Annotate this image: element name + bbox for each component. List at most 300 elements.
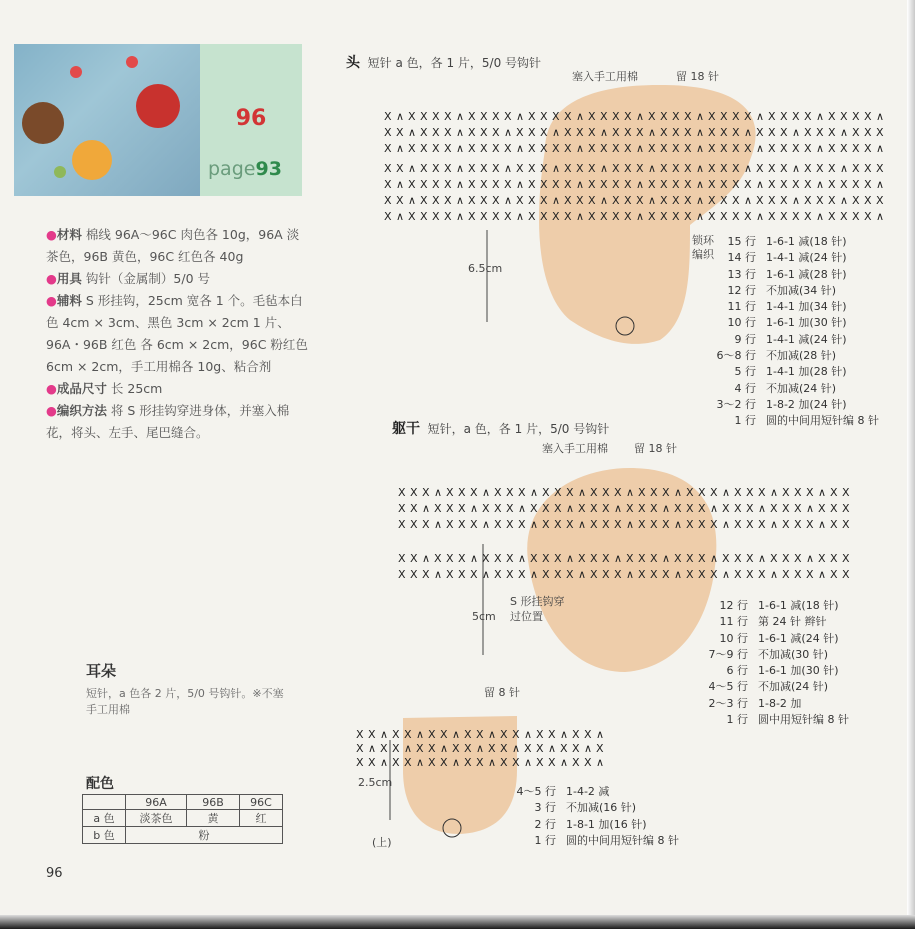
spec-item: ●成品尺寸 长 25cm (46, 381, 163, 396)
stitch-symbol: X (600, 142, 608, 155)
legend-row: 1 行 圆的中间用短针编 8 针 (734, 414, 879, 428)
stitch-symbol: ∧ (504, 162, 513, 175)
stitch-symbol: X (624, 178, 632, 191)
stitch-symbol: X (806, 518, 814, 531)
legend-row: 6～8 行 不加减(28 针) (716, 349, 837, 363)
stitch-symbol: X (518, 518, 526, 531)
stitch-symbol: X (794, 486, 802, 499)
stitch-symbol: X (554, 552, 562, 565)
stitch-symbol: X (542, 568, 550, 581)
stitch-symbol: ∧ (614, 502, 623, 515)
stitch-symbol: ∧ (452, 728, 461, 741)
stitch-symbol: X (648, 110, 656, 123)
stitch-symbol: ∧ (530, 518, 539, 531)
stitch-symbol: X (468, 178, 476, 191)
stitch-symbol: X (624, 126, 632, 139)
stitch-symbol: X (782, 552, 790, 565)
stitch-symbol: X (782, 502, 790, 515)
stitch-symbol: X (684, 162, 692, 175)
stitch-symbol: X (368, 756, 376, 769)
head-title-block: 头 短针 a 色，各 1 片，5/0 号钩针 (346, 55, 542, 71)
stitch-symbol: ∧ (840, 194, 849, 207)
stitch-symbol: ∧ (516, 210, 525, 223)
stitch-symbol: X (600, 110, 608, 123)
stitch-symbol: ∧ (396, 110, 405, 123)
stitch-symbol: ∧ (404, 742, 413, 755)
stitch-symbol: X (492, 162, 500, 175)
stitch-symbol: X (756, 194, 764, 207)
stitch-symbol: X (356, 742, 364, 755)
stitch-symbol: X (780, 126, 788, 139)
stitch-symbol: X (528, 126, 536, 139)
stitch-symbol: X (708, 210, 716, 223)
stitch-symbol: X (422, 518, 430, 531)
stitch-symbol: ∧ (744, 162, 753, 175)
stitch-symbol: ∧ (792, 126, 801, 139)
stitch-symbol: X (506, 552, 514, 565)
stitch-symbol: ∧ (722, 518, 731, 531)
table-row: b 色 粉 (83, 827, 283, 844)
stitch-symbol: ∧ (816, 210, 825, 223)
stitch-symbol: ∧ (530, 486, 539, 499)
stitch-symbol: X (480, 142, 488, 155)
body-dimension: 5cm (472, 610, 496, 623)
stitch-symbol: ∧ (816, 178, 825, 191)
stitch-symbol: X (734, 486, 742, 499)
stitch-symbol: X (768, 210, 776, 223)
stitch-symbol: ∧ (840, 126, 849, 139)
stitch-symbol: X (552, 210, 560, 223)
stitch-symbol: X (828, 110, 836, 123)
stitch-symbol: X (398, 518, 406, 531)
stitch-symbol: ∧ (722, 568, 731, 581)
stitch-symbol: ∧ (600, 126, 609, 139)
stitch-symbol: X (840, 210, 848, 223)
page-edge (0, 915, 915, 929)
stitch-symbol: ∧ (696, 142, 705, 155)
stitch-symbol: X (512, 728, 520, 741)
stitch-symbol: X (468, 194, 476, 207)
stitch-symbol: X (410, 518, 418, 531)
stitch-symbol: ∧ (456, 110, 465, 123)
legend-row: 10 行 1-6-1 加(30 针) (727, 316, 847, 330)
stitch-symbol: X (506, 486, 514, 499)
stitch-symbol: X (446, 552, 454, 565)
color-table-title: 配色 (86, 776, 114, 792)
stitch-symbol: ∧ (792, 162, 801, 175)
stitch-symbol: X (660, 110, 668, 123)
stitch-symbol: ∧ (816, 110, 825, 123)
stitch-symbol: X (384, 194, 392, 207)
stitch-symbol: X (662, 486, 670, 499)
stitch-symbol: X (612, 210, 620, 223)
stitch-symbol: X (758, 518, 766, 531)
stitch-symbol: X (732, 162, 740, 175)
stitch-symbol: X (588, 194, 596, 207)
stitch-symbol: X (852, 142, 860, 155)
stitch-symbol: X (684, 142, 692, 155)
stitch-symbol: X (756, 126, 764, 139)
stitch-symbol: X (710, 486, 718, 499)
stitch-symbol: X (500, 728, 508, 741)
stitch-symbol: X (590, 502, 598, 515)
stitch-symbol: X (864, 142, 872, 155)
stitch-symbol: X (662, 518, 670, 531)
legend-row: 4～5 行 1-4-2 减 (516, 785, 610, 798)
stitch-symbol: X (548, 728, 556, 741)
stitch-symbol: X (548, 756, 556, 769)
stitch-symbol: X (720, 162, 728, 175)
stitch-symbol: ∧ (482, 568, 491, 581)
stitch-symbol: ∧ (600, 194, 609, 207)
stitch-symbol: X (398, 502, 406, 515)
stitch-symbol: X (572, 728, 580, 741)
stitch-symbol: ∧ (816, 142, 825, 155)
stitch-symbol: X (720, 142, 728, 155)
stitch-symbol: X (470, 486, 478, 499)
stitch-symbol: ∧ (576, 210, 585, 223)
stitch-symbol: X (410, 568, 418, 581)
stitch-symbol: X (396, 126, 404, 139)
stitch-symbol: X (420, 194, 428, 207)
stitch-symbol: X (422, 568, 430, 581)
stitch-symbol: X (480, 210, 488, 223)
stitch-symbol: X (492, 178, 500, 191)
legend-row: 4～5 行 不加减(24 针) (708, 680, 829, 694)
stitch-symbol: X (638, 552, 646, 565)
stitch-symbol: X (710, 518, 718, 531)
stitch-symbol: ∧ (560, 728, 569, 741)
stitch-symbol: X (660, 210, 668, 223)
stitch-symbol: X (528, 194, 536, 207)
stitch-symbol: ∧ (636, 110, 645, 123)
stitch-symbol: X (794, 502, 802, 515)
stitch-symbol: X (612, 162, 620, 175)
stitch-symbol: X (828, 194, 836, 207)
stitch-symbol: ∧ (512, 742, 521, 755)
stitch-symbol: X (876, 126, 884, 139)
stitch-symbol: ∧ (408, 126, 417, 139)
stitch-symbol: ∧ (482, 518, 491, 531)
stitch-symbol: X (636, 162, 644, 175)
stitch-symbol: ∧ (662, 502, 671, 515)
stitch-symbol: ∧ (578, 568, 587, 581)
stitch-symbol: X (470, 568, 478, 581)
stitch-symbol: X (576, 162, 584, 175)
stitch-symbol: X (806, 486, 814, 499)
stitch-symbol: ∧ (648, 194, 657, 207)
stitch-symbol: X (698, 518, 706, 531)
stitch-symbol: X (746, 486, 754, 499)
stitch-symbol: X (564, 126, 572, 139)
stitch-symbol: X (590, 568, 598, 581)
stitch-symbol: X (492, 142, 500, 155)
stitch-symbol: X (780, 178, 788, 191)
body-hook-note: S 形挂钩穿过位置 (510, 595, 565, 623)
stitch-symbol: X (842, 486, 850, 499)
stitch-symbol: X (806, 568, 814, 581)
stitch-symbol: X (432, 210, 440, 223)
stitch-symbol: ∧ (578, 518, 587, 531)
stitch-symbol: X (432, 194, 440, 207)
stitch-symbol: ∧ (648, 162, 657, 175)
ear-leave-note: 留 8 针 (484, 686, 520, 699)
stitch-symbol: X (708, 126, 716, 139)
stitch-symbol: X (686, 502, 694, 515)
stitch-symbol: X (840, 178, 848, 191)
stitch-symbol: X (392, 728, 400, 741)
spec-item: ●材料 棉线 96A～96C 肉色各 10g，96A 淡茶色，96B 黄色，96C 红色各 40g (46, 227, 300, 264)
stitch-symbol: X (746, 552, 754, 565)
stitch-symbol: ∧ (818, 518, 827, 531)
stitch-symbol: X (602, 552, 610, 565)
stitch-symbol: X (356, 728, 364, 741)
stitch-symbol: X (840, 110, 848, 123)
stitch-symbol: X (588, 162, 596, 175)
stitch-symbol: X (734, 552, 742, 565)
stitch-symbol: X (746, 518, 754, 531)
stitch-symbol: X (398, 568, 406, 581)
stitch-symbol: ∧ (456, 210, 465, 223)
stitch-symbol: ∧ (456, 178, 465, 191)
stitch-symbol: X (504, 110, 512, 123)
stitch-symbol: ∧ (566, 502, 575, 515)
stitch-symbol: X (660, 142, 668, 155)
stitch-symbol: X (638, 486, 646, 499)
stitch-symbol: X (720, 178, 728, 191)
stitch-symbol: ∧ (422, 552, 431, 565)
stitch-symbol: X (732, 210, 740, 223)
stitch-symbol: X (746, 502, 754, 515)
stitch-symbol: X (624, 210, 632, 223)
stitch-symbol: X (578, 552, 586, 565)
stitch-symbol: X (804, 210, 812, 223)
stitch-symbol: ∧ (696, 126, 705, 139)
stitch-symbol: X (768, 110, 776, 123)
stitch-symbol: ∧ (818, 486, 827, 499)
stitch-symbol: X (828, 162, 836, 175)
stitch-symbol: X (732, 194, 740, 207)
stitch-symbol: X (540, 210, 548, 223)
stitch-symbol: X (768, 142, 776, 155)
stitch-symbol: ∧ (674, 486, 683, 499)
stitch-symbol: X (768, 126, 776, 139)
stitch-symbol: ∧ (524, 728, 533, 741)
stitch-symbol: X (518, 568, 526, 581)
stitch-symbol: ∧ (876, 178, 885, 191)
stitch-symbol: X (392, 742, 400, 755)
stitch-symbol: ∧ (806, 552, 815, 565)
stitch-symbol: X (506, 568, 514, 581)
stitch-symbol: X (458, 568, 466, 581)
stitch-symbol: ∧ (770, 568, 779, 581)
stitch-symbol: X (530, 502, 538, 515)
stitch-symbol: X (864, 178, 872, 191)
stitch-symbol: ∧ (548, 742, 557, 755)
stitch-symbol: X (638, 568, 646, 581)
stitch-symbol: ∧ (452, 756, 461, 769)
stitch-symbol: X (600, 210, 608, 223)
stitch-symbol: ∧ (756, 142, 765, 155)
head-stuff-note: 塞入手工用棉 (572, 70, 638, 83)
stitch-symbol: X (660, 126, 668, 139)
stitch-symbol: ∧ (516, 142, 525, 155)
legend-row: 15 行 1-6-1 减(18 针) (727, 235, 847, 248)
stitch-symbol: X (542, 502, 550, 515)
stitch-symbol: X (494, 486, 502, 499)
stitch-symbol: X (552, 178, 560, 191)
stitch-symbol: X (732, 178, 740, 191)
stitch-symbol: X (396, 194, 404, 207)
stitch-symbol: ∧ (636, 210, 645, 223)
stitch-symbol: ∧ (578, 486, 587, 499)
spec-item: ●辅料 S 形挂钩，25cm 宽各 1 个。毛毡本白色 4cm × 3cm、黑色 3cm × 2cm 1 片、96A・96B 红色 各 6cm × 2cm，96C 粉红色 6cm × 2cm，手工用棉各 10g、粘合剂 (46, 293, 308, 374)
stitch-symbol: X (864, 162, 872, 175)
stitch-symbol: X (446, 486, 454, 499)
stitch-symbol: X (564, 110, 572, 123)
stitch-symbol: X (768, 194, 776, 207)
legend-row: 2～3 行 1-8-2 加 (708, 696, 802, 710)
stitch-symbol: X (708, 162, 716, 175)
stitch-symbol: X (380, 742, 388, 755)
stitch-symbol: X (804, 126, 812, 139)
body-leave-note: 留 18 针 (634, 442, 677, 455)
stitch-symbol: ∧ (488, 728, 497, 741)
stitch-symbol: ∧ (566, 552, 575, 565)
stitch-symbol: X (542, 518, 550, 531)
stitch-symbol: ∧ (560, 756, 569, 769)
stitch-symbol: X (650, 486, 658, 499)
stitch-symbol: X (420, 178, 428, 191)
stitch-symbol: X (624, 142, 632, 155)
stitch-symbol: X (428, 728, 436, 741)
stitch-symbol: X (842, 568, 850, 581)
page-number: 96 (46, 866, 63, 881)
stitch-symbol: X (782, 518, 790, 531)
stitch-symbol: ∧ (674, 568, 683, 581)
stitch-symbol: X (660, 162, 668, 175)
stitch-symbol: X (722, 502, 730, 515)
stitch-symbol: ∧ (488, 756, 497, 769)
stitch-symbol: X (428, 742, 436, 755)
legend-row: 11 行 1-4-1 加(34 针) (727, 300, 847, 314)
stitch-symbol: X (636, 194, 644, 207)
ear-title: 耳朵 (86, 662, 117, 680)
stitch-symbol: X (482, 502, 490, 515)
stitch-symbol: X (602, 518, 610, 531)
stitch-symbol: X (674, 552, 682, 565)
stitch-symbol: X (864, 126, 872, 139)
stitch-symbol: ∧ (770, 486, 779, 499)
stitch-symbol: ∧ (876, 110, 885, 123)
stitch-symbol: ∧ (470, 502, 479, 515)
stitch-symbol: X (828, 210, 836, 223)
stitch-symbol: X (420, 142, 428, 155)
stitch-symbol: X (804, 142, 812, 155)
stitch-symbol: X (722, 552, 730, 565)
stitch-symbol: X (512, 756, 520, 769)
stitch-symbol: ∧ (552, 162, 561, 175)
stitch-symbol: X (588, 210, 596, 223)
stitch-symbol: X (780, 110, 788, 123)
stitch-symbol: X (876, 194, 884, 207)
table-row: a 色 淡茶色 黄 红 (83, 810, 283, 827)
stitch-symbol: X (842, 502, 850, 515)
stitch-symbol: X (804, 194, 812, 207)
stitch-symbol: X (420, 110, 428, 123)
stitch-symbol: ∧ (434, 486, 443, 499)
stitch-symbol: X (758, 568, 766, 581)
stitch-symbol: X (672, 194, 680, 207)
stitch-symbol: ∧ (710, 552, 719, 565)
head-dimension: 6.5cm (468, 262, 503, 275)
stitch-symbol: ∧ (380, 728, 389, 741)
stitch-symbol: ∧ (396, 210, 405, 223)
stitch-symbol: X (494, 518, 502, 531)
stitch-symbol: ∧ (758, 502, 767, 515)
stitch-symbol: X (864, 110, 872, 123)
stitch-symbol: X (492, 126, 500, 139)
stitch-symbol: X (744, 210, 752, 223)
stitch-symbol: ∧ (756, 110, 765, 123)
stitch-symbol: X (590, 552, 598, 565)
stitch-symbol: X (554, 518, 562, 531)
stitch-symbol: ∧ (434, 518, 443, 531)
stitch-symbol: X (612, 178, 620, 191)
page-reference: page93 (208, 158, 282, 180)
stitch-symbol: X (540, 142, 548, 155)
stitch-symbol: X (636, 126, 644, 139)
stitch-symbol: X (540, 178, 548, 191)
stitch-symbol: X (794, 518, 802, 531)
stitch-symbol: X (392, 756, 400, 769)
stitch-symbol: X (770, 552, 778, 565)
stitch-symbol: X (876, 162, 884, 175)
stitch-symbol: X (492, 110, 500, 123)
stitch-symbol: X (398, 486, 406, 499)
stitch-symbol: ∧ (636, 142, 645, 155)
stitch-symbol: X (416, 742, 424, 755)
stitch-symbol: ∧ (368, 742, 377, 755)
stitch-symbol: X (638, 518, 646, 531)
stitch-symbol: X (384, 142, 392, 155)
stitch-symbol: X (684, 110, 692, 123)
stitch-symbol: X (578, 502, 586, 515)
stitch-symbol: ∧ (576, 142, 585, 155)
stitch-symbol: X (440, 728, 448, 741)
body-stuff-note: 塞入手工用棉 (542, 442, 608, 455)
stitch-symbol: X (408, 110, 416, 123)
stitch-symbol: X (432, 178, 440, 191)
stitch-symbol: X (590, 486, 598, 499)
stitch-symbol: X (624, 110, 632, 123)
legend-row: 7～9 行 不加减(30 针) (708, 647, 829, 661)
stitch-symbol: X (792, 178, 800, 191)
stitch-symbol: ∧ (576, 110, 585, 123)
stitch-symbol: X (792, 210, 800, 223)
stitch-symbol: ∧ (840, 162, 849, 175)
stitch-symbol: X (464, 756, 472, 769)
stitch-symbol: X (648, 210, 656, 223)
stitch-symbol: X (536, 756, 544, 769)
stitch-symbol: X (672, 110, 680, 123)
stitch-symbol: X (624, 162, 632, 175)
stitch-symbol: X (540, 110, 548, 123)
stitch-symbol: X (446, 518, 454, 531)
stitch-symbol: X (452, 742, 460, 755)
stitch-symbol: ∧ (696, 194, 705, 207)
stitch-symbol: X (500, 756, 508, 769)
